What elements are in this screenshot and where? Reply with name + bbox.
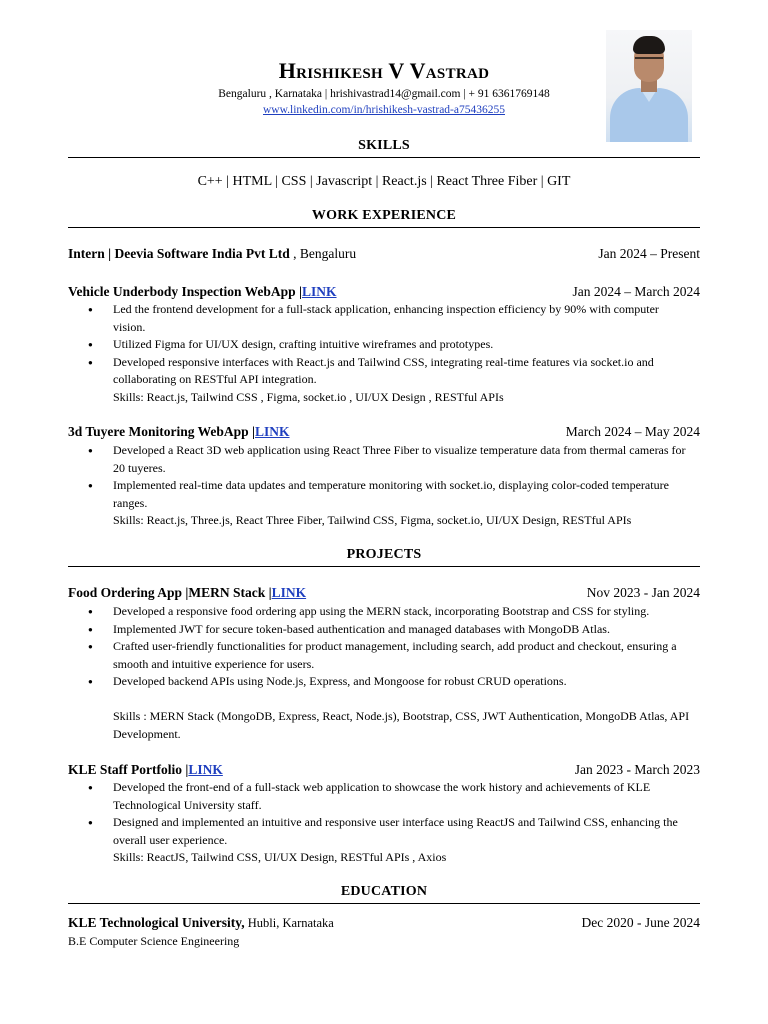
work-project-skills: Skills: React.js, Three.js, React Three Fiber, Tailwind CSS, Figma, socket.io, UI/UX Design, RESTful APIs	[113, 513, 632, 527]
project-skills: Skills : MERN Stack (MongoDB, Express, React, Node.js), Bootstrap, CSS, JWT Authentication, MongoDB Atlas, API Development.	[113, 709, 690, 741]
project-name: KLE Staff Portfolio |	[68, 762, 189, 777]
work-project-name: Vehicle Underbody Inspection WebApp |	[68, 284, 303, 299]
list-item: ● Developed a React 3D web application using React Three Fiber to visualize temperature data from thermal cameras for 20 tuyeres.	[68, 442, 688, 477]
profile-photo	[606, 30, 692, 142]
list-item: ● Implemented JWT for secure token-based authentication and managed databases with MongoDB Atlas.	[68, 621, 688, 639]
project-dates: Nov 2023 - Jan 2024	[586, 585, 700, 600]
work-project-dates: Jan 2024 – March 2024	[572, 284, 700, 299]
work-role-title: Intern | Deevia Software India Pvt Ltd	[68, 246, 290, 261]
work-location: , Bengaluru	[289, 246, 357, 261]
skills-list: C++ | HTML | CSS | Javascript | React.js | React Three Fiber | GIT	[197, 174, 571, 189]
list-item: ● Implemented real-time data updates and temperature monitoring with socket.io, displaying color-coded temperature ranges.	[68, 477, 688, 512]
work-project-name: 3d Tuyere Monitoring WebApp |	[68, 424, 256, 439]
work-project-dates: March 2024 – May 2024	[565, 424, 700, 439]
school-location: Hubli, Karnataka	[244, 916, 334, 930]
work-project-link[interactable]: LINK	[302, 284, 337, 299]
project-bullets	[68, 779, 688, 849]
list-item: ● Led the frontend development for a full-stack application, enhancing inspection efficiency by 90% with computer vision.	[68, 301, 688, 336]
photo-glasses	[635, 57, 663, 65]
work-project-bullets	[68, 301, 688, 389]
photo-hair	[633, 36, 665, 54]
education-dates: Dec 2020 - June 2024	[581, 915, 700, 930]
candidate-name: Hrishikesh V Vastrad	[278, 58, 490, 83]
project-heading	[68, 762, 223, 778]
project-skills: Skills: ReactJS, Tailwind CSS, UI/UX Design, RESTful APIs , Axios	[113, 850, 447, 864]
education-title: EDUCATION	[340, 884, 428, 899]
project-link[interactable]: LINK	[188, 762, 223, 777]
work-title: WORK EXPERIENCE	[311, 208, 457, 223]
school-name: KLE Technological University,	[68, 915, 245, 930]
project-name: Food Ordering App |MERN Stack |	[68, 585, 272, 600]
skills-rule	[68, 157, 700, 158]
work-rule	[68, 227, 700, 228]
work-role	[68, 246, 356, 262]
work-project-bullets	[68, 442, 688, 512]
project-heading	[68, 585, 306, 601]
work-project-heading	[68, 424, 290, 440]
list-item: ● Crafted user-friendly functionalities for product management, including search, add product and checkout, ensuring a smooth and intuitive experience for users.	[68, 638, 688, 673]
list-item: ● Developed backend APIs using Node.js, Express, and Mongoose for robust CRUD operations.	[68, 673, 688, 691]
list-item: ● Developed responsive interfaces with React.js and Tailwind CSS, integrating real-time features via socket.io and collaborating on RESTful API integration.	[68, 354, 688, 389]
work-project-heading	[68, 284, 337, 300]
work-dates: Jan 2024 – Present	[598, 246, 700, 261]
list-item: ● Utilized Figma for UI/UX design, crafting intuitive wireframes and prototypes.	[68, 336, 688, 354]
list-item: ● Developed the front-end of a full-stack web application to showcase the work history and achievements of KLE Technological University staff.	[68, 779, 688, 814]
education-degree: B.E Computer Science Engineering	[68, 934, 240, 948]
work-project-link[interactable]: LINK	[255, 424, 290, 439]
project-link[interactable]: LINK	[271, 585, 307, 600]
projects-rule	[68, 566, 700, 567]
project-bullets	[68, 603, 688, 691]
list-item: ● Developed a responsive food ordering app using the MERN stack, incorporating Bootstrap and CSS for styling.	[68, 603, 688, 621]
projects-title: PROJECTS	[346, 547, 422, 562]
education-rule	[68, 903, 700, 904]
education-school	[68, 915, 334, 931]
linkedin-link[interactable]: www.linkedin.com/in/hrishikesh-vastrad-a75436255	[263, 104, 505, 116]
work-project-skills: Skills: React.js, Tailwind CSS , Figma, socket.io , UI/UX Design , RESTful APIs	[113, 390, 504, 404]
project-dates: Jan 2023 - March 2023	[574, 762, 700, 777]
list-item: ● Designed and implemented an intuitive and responsive user interface using ReactJS and Tailwind CSS, enhancing the overall user experience.	[68, 814, 688, 849]
contact-line: Bengaluru , Karnataka | hrishivastrad14@gmail.com | + 91 6361769148	[218, 88, 550, 100]
skills-title: SKILLS	[358, 138, 410, 153]
